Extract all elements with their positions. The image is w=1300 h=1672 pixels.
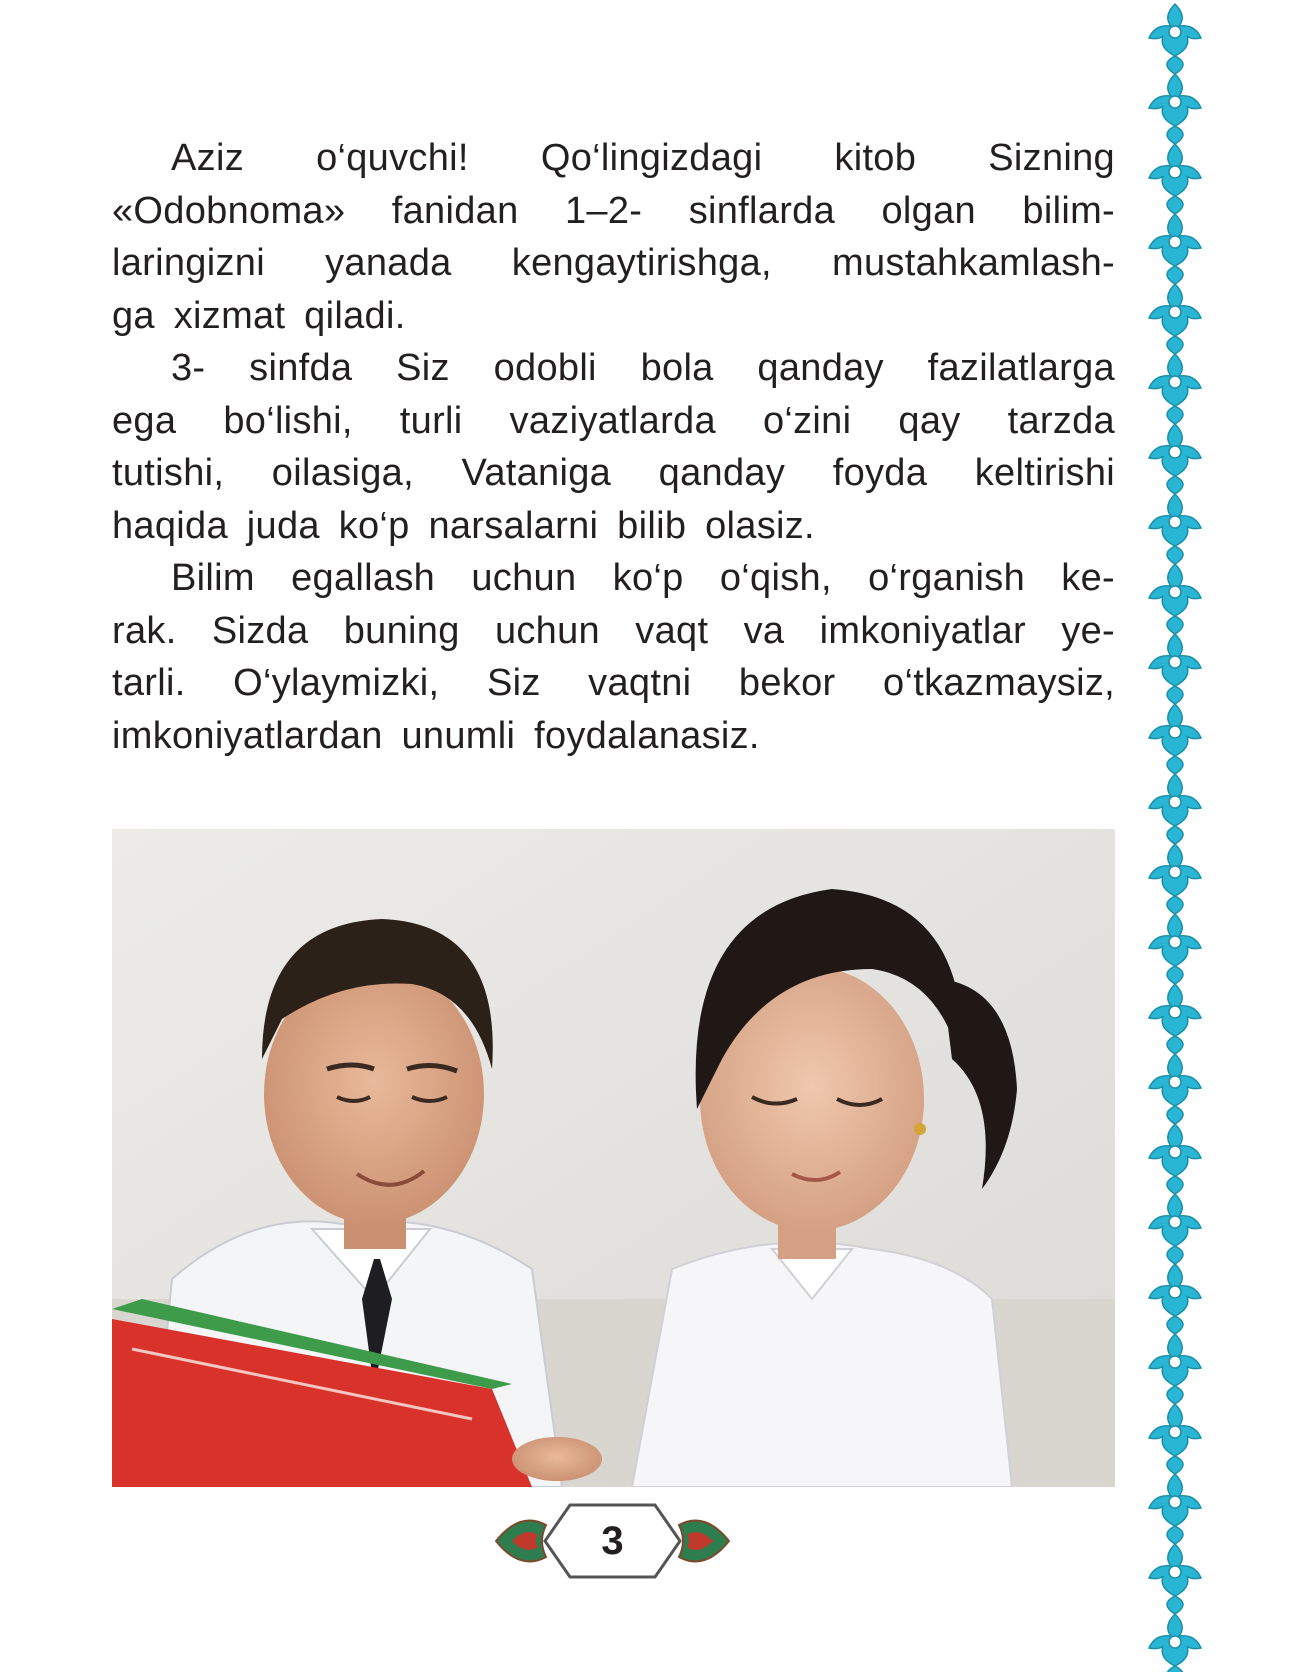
border-ornament-icon [1149,1194,1201,1264]
border-ornament-icon [1149,634,1201,704]
border-ornament-icon [1149,1474,1201,1544]
text-line: tutishi, oilasiga, Vataniga qanday foyda keltirishi [112,452,1115,494]
paragraph-1 [112,132,1115,342]
page-number: 3 [601,1518,624,1563]
text-line: laringizni yanada kengaytirishga, mustahkamlash- [112,242,1115,284]
border-ornament-icon [1149,914,1201,984]
page-number-plate [490,1497,735,1585]
paragraph-3 [112,552,1115,762]
border-ornament-icon [1149,1264,1201,1334]
text-line: ga xizmat qiladi. [112,294,406,337]
text-line: Bilim egallash uchun ko‘p o‘qish, o‘rganish ke- [171,557,1115,599]
text-line: tarli. O‘ylaymizki, Siz vaqtni bekor o‘tkazmaysiz, [112,662,1115,704]
photo-illustration [112,829,1115,1487]
border-ornament-icon [1149,74,1201,144]
border-ornament-icon [1149,844,1201,914]
border-ornament-icon [1149,144,1201,214]
text-line: «Odobnoma» fanidan 1–2- sinflarda olgan bilim- [112,189,1115,232]
border-ornament-icon [1149,1404,1201,1474]
border-ornament-icon [1149,984,1201,1054]
children-reading-photo [112,829,1115,1487]
border-ornament-icon [1149,1124,1201,1194]
body-text [112,132,1115,762]
border-ornament-icon [1149,354,1201,424]
border-ornament-icon [1149,704,1201,774]
text-line: Aziz o‘quvchi! Qo‘lingizdagi kitob Sizning [171,137,1115,179]
border-ornament-icon [1149,4,1201,74]
border-ornament-icon [1149,214,1201,284]
paragraph-2 [112,342,1115,552]
text-line: rak. Sizda buning uchun vaqt va imkoniyatlar ye- [112,609,1115,652]
text-line: ega bo‘lishi, turli vaziyatlarda o‘zini qay tarzda [112,399,1115,442]
text-line: imkoniyatlardan unumli foydalanasiz. [112,714,760,757]
border-ornament-icon [1149,1544,1201,1614]
border-ornament-icon [1149,1614,1201,1672]
border-ornament-icon [1149,774,1201,844]
border-ornament-icon [1149,564,1201,634]
border-ornament-icon [1149,1054,1201,1124]
border-ornament-icon [1149,284,1201,354]
decorative-border-ornament-icon [1135,0,1215,1672]
border-ornament-icon [1149,424,1201,494]
text-line: 3- sinfda Siz odobli bola qanday fazilatlarga [171,347,1115,389]
border-ornament-icon [1149,1334,1201,1404]
border-ornament-icon [1149,494,1201,564]
text-line: haqida juda ko‘p narsalarni bilib olasiz. [112,504,815,547]
